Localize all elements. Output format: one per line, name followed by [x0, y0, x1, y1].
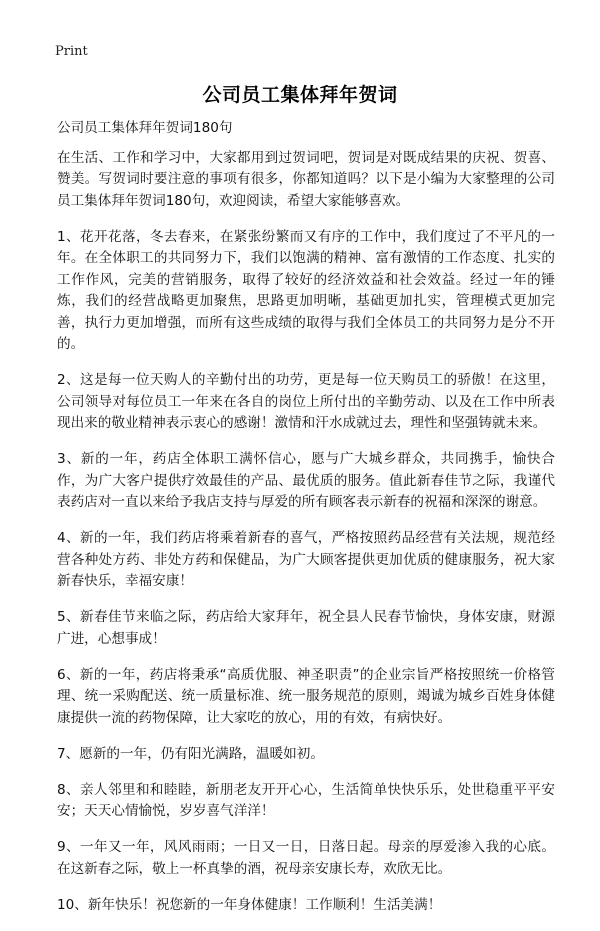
- greeting-paragraph-2: 2、这是每一位天购人的辛勤付出的功劳，更是每一位天购员工的骄傲！在这里，公司领导对每位员工一年来在各自的岗位上所付出的辛勤劳动、以及在工作中所表现出来的敬业精神表示衷心的感谢！激情和汗水成就过去，理性和坚强铸就未来。: [57, 372, 555, 431]
- intro-paragraph: 在生活、工作和学习中，大家都用到过贺词吧，贺词是对既成结果的庆祝、贺喜、赞美。写贺词时要注意的事项有很多，你都知道吗？以下是小编为大家整理的公司员工集体拜年贺词180句，欢迎阅读，希望大家能够喜欢。: [57, 149, 555, 209]
- greeting-paragraph-6: 6、新的一年，药店将秉承“高质优服、神圣职责”的企业宗旨严格按照统一价格管理、统一采购配送、统一质量标准、统一服务规范的原则，竭诚为城乡百姓身体健康提供一流的药物保障，让大家吃的放心，用的有效，有病快好。: [57, 666, 555, 726]
- greeting-paragraph-10: 10、新年快乐！祝您新的一年身体健康！工作顺利！生活美满！: [57, 896, 442, 913]
- greeting-paragraph-3: 3、新的一年，药店全体职工满怀信心，愿与广大城乡群众，共同携手，愉快合作，为广大客户提供疗效最佳的产品、最优质的服务。值此新春佳节之际，我谨代表药店对一直以来给予我店支持与厚爱的所有顾客表示新春的祝福和深深的谢意。: [57, 451, 555, 510]
- greeting-paragraph-1: 1、花开花落，冬去春来，在紧张纷繁而又有序的工作中，我们度过了不平凡的一年。在全体职工的共同努力下，我们以饱满的精神、富有激情的工作态度、扎实的工作作风，完美的营销服务，取得了较好的经济效益和社会效益。经过一年的锤炼，我们的经营战略更加聚焦，思路更加明晰，基础更加扎实，管理模式更加完善，执行力更加增强，而所有这些成绩的取得与我们全体员工的共同努力是分不开的。: [57, 228, 555, 352]
- greeting-paragraph-9: 9、一年又一年，风风雨雨；一日又一日，日落日起。母亲的厚爱渗入我的心底。在这新春之际，敬上一杯真挚的酒，祝母亲安康长寿，欢欣无比。: [57, 839, 555, 877]
- greeting-paragraph-7: 7、愿新的一年，仍有阳光满路，温暖如初。: [57, 745, 324, 762]
- article-body: [57, 118, 555, 931]
- greeting-paragraph-4: 4、新的一年，我们药店将乘着新春的喜气，严格按照药品经营有关法规，规范经营各种处方药、非处方药和保健品，为广大顾客提供更加优质的健康服务，祝大家新春快乐，幸福安康！: [57, 530, 555, 589]
- page-title: 公司员工集体拜年贺词: [202, 84, 398, 106]
- article-subtitle: 公司员工集体拜年贺词180句: [57, 120, 233, 136]
- greeting-paragraph-5: 5、新春佳节来临之际，药店给大家拜年，祝全县人民春节愉快，身体安康，财源广进，心想事成！: [57, 609, 555, 647]
- print-link[interactable]: Print: [55, 44, 88, 59]
- greeting-paragraph-8: 8、亲人邻里和和睦睦，新朋老友开开心心，生活简单快快乐乐，处世稳重平平安安；天天心情愉悦，岁岁喜气洋洋！: [57, 781, 555, 819]
